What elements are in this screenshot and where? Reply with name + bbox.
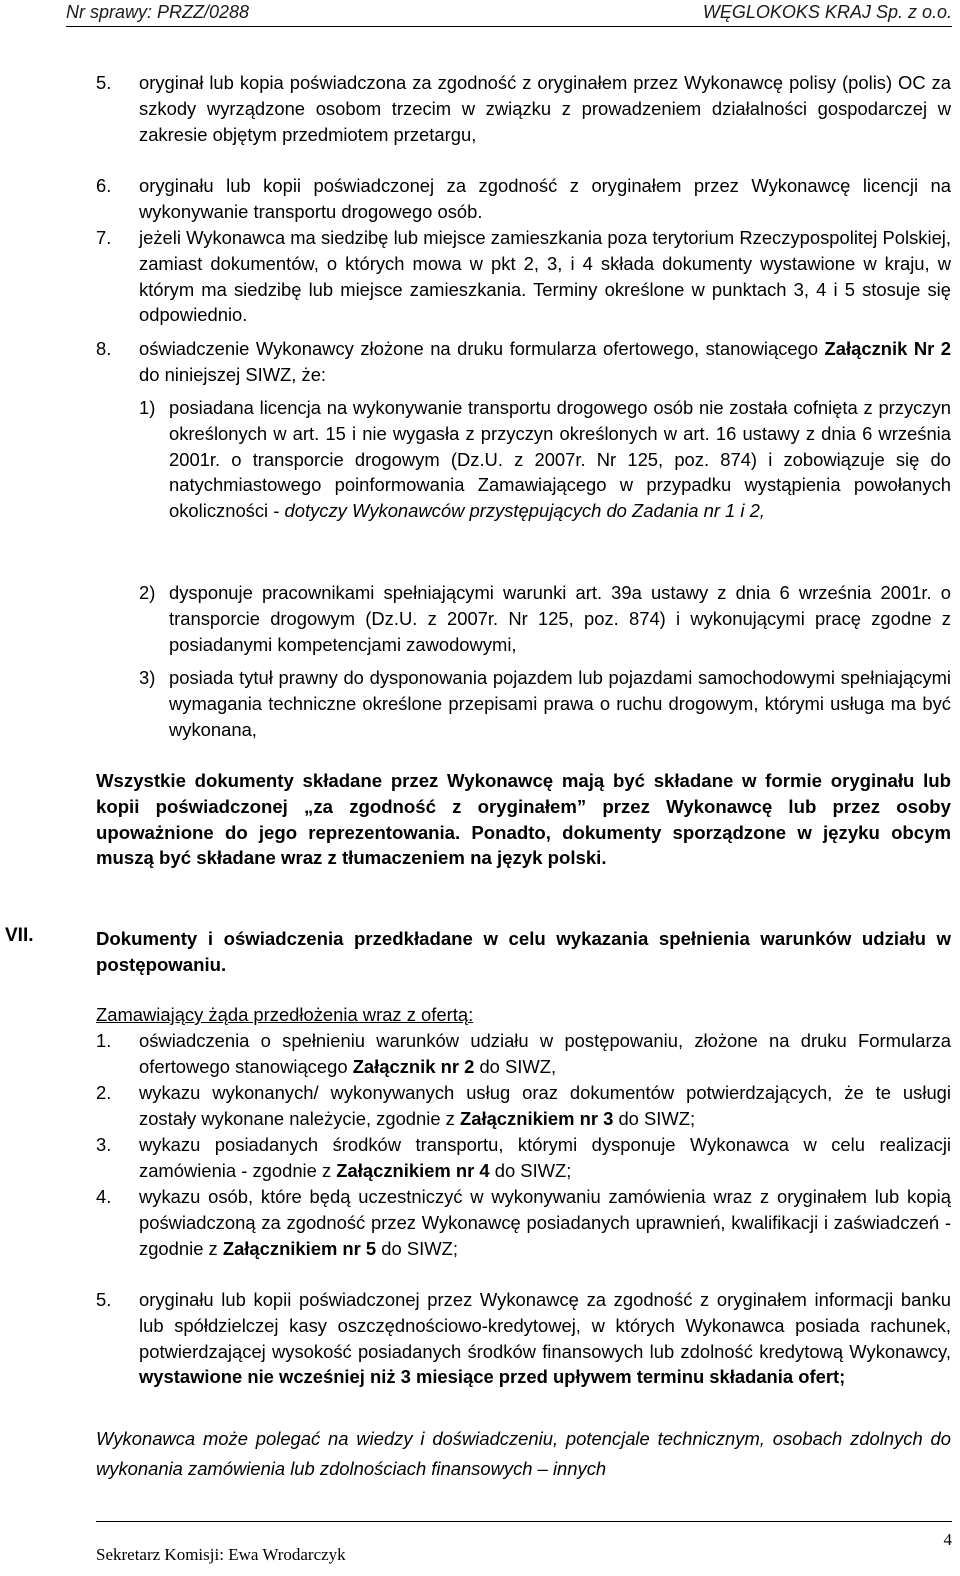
footer-rule — [96, 1521, 952, 1522]
page-number: 4 — [943, 1530, 952, 1549]
sub-item-2: 2) dysponuje pracownikami spełniającymi warunki art. 39a ustawy z dnia 6 września 2001r. o transporcie drogowym (Dz.U. z 2007r. Nr 125, poz. 874) i wykonującymi pracę zgodne z posiadanymi kompetencjami zawodowymi, — [139, 582, 951, 655]
header-rule — [66, 26, 952, 27]
bold-note: Wszystkie dokumenty składane przez Wykonawcę mają być składane w formie oryginału lub kopii poświadczonej „za zgodność z oryginałem” przez Wykonawcę lub przez osoby upoważnione do jego reprezentowania. Ponadto, dokumenty sporządzone w języku obcym muszą być składane wraz z tłumaczeniem na język polski. — [96, 770, 951, 869]
demand-item-5: 5. oryginału lub kopii poświadczonej przez Wykonawcę za zgodność z oryginałem informacji banku lub spółdzielczej kasy oszczędnościowo-kredytowej, w których Wykonawca posiada rachunek, potwierdzającej wysokość posiadanych środków finansowych lub zdolność kredytową Wykonawcy, wystawione nie wcześniej niż 3 miesiące przed upływem terminu składania ofert; — [96, 1289, 951, 1388]
demand-item-1: 1. oświadczenia o spełnieniu warunków udziału w postępowaniu, złożone na druku Formularza ofertowego stanowiącego Załącznik nr 2 do SIWZ, — [96, 1030, 951, 1077]
list-item-7: 7. jeżeli Wykonawca ma siedzibę lub miejsce zamieszkania poza terytorium Rzeczypospolitej Polskiej, zamiast dokumentów, o których mowa w pkt 2, 3, i 4 składa dokumenty wystawione w kraju, w którym ma siedzibę lub miejsce zamieszkania. Terminy określone w punktach 3, 4 i 5 stosuje się odpowiednio. — [96, 227, 951, 326]
list-item-6: 6. oryginału lub kopii poświadczonej za zgodność z oryginałem przez Wykonawcę licencji na wykonywanie transportu drogowego osób. — [96, 175, 951, 222]
sub-item-3: 3) posiada tytuł prawny do dysponowania pojazdem lub pojazdami samochodowymi spełniającymi wymagania techniczne określone przepisami prawa o ruchu drogowym, którymi usługa ma być wykonana, — [139, 667, 951, 740]
sub-item-1: 1) posiadana licencja na wykonywanie transportu drogowego osób nie została cofnięta z przyczyn określonych w art. 15 i nie wygasła z przyczyn określonych w art. 16 ustawy z dnia 6 września 2001r. o transporcie drogowym (Dz.U. z 2007r. Nr 125, poz. 874) i zobowiązuje się do natychmiastowego poinformowania Zamawiającego w przypadku wystąpienia powołanych okoliczności - dotyczy Wykonawców przystępujących do Zadania nr 1 i 2, — [139, 397, 951, 522]
list-item-5: 5. oryginał lub kopia poświadczona za zgodność z oryginałem przez Wykonawcę polisy (polis) OC za szkody wyrządzone osobom trzecim w związku z prowadzeniem działalności gospodarczej w zakresie objętym przedmiotem przetargu, — [96, 72, 951, 145]
footer-signature: Sekretarz Komisji: Ewa Wrodarczyk — [96, 1545, 346, 1564]
demand-lead: Zamawiający żąda przedłożenia wraz z ofertą: — [96, 1004, 474, 1025]
demand-item-4: 4. wykazu osób, które będą uczestniczyć w wykonywaniu zamówienia wraz z oryginałem lub kopią poświadczoną za zgodność przez Wykonawcę posiadanych uprawnień, kwalifikacji i zaświadczeń - zgodnie z Załącznikiem nr 5 do SIWZ; — [96, 1186, 951, 1259]
demand-item-3: 3. wykazu posiadanych środków transportu, którymi dysponuje Wykonawca w celu realizacji zamówienia - zgodnie z Załącznikiem nr 4 do SIWZ; — [96, 1134, 951, 1181]
header-case-number: Nr sprawy: PRZZ/0288 — [66, 2, 250, 22]
closing-paragraph: Wykonawca może polegać na wiedzy i doświadczeniu, potencjale technicznym, osobach zdolnych do wykonania zamówienia lub zdolnościach finansowych – innych — [96, 1428, 951, 1479]
list-item-8: 8. oświadczenie Wykonawcy złożone na druku formularza ofertowego, stanowiącego Załącznik Nr 2 do niniejszej SIWZ, że: — [96, 338, 951, 385]
header-company: WĘGLOKOKS KRAJ Sp. z o.o. — [702, 2, 952, 22]
section-number: VII. — [5, 925, 34, 946]
demand-item-2: 2. wykazu wykonanych/ wykonywanych usług oraz dokumentów potwierdzających, że te usługi zostały wykonane należycie, zgodnie z Załącznikiem nr 3 do SIWZ; — [96, 1082, 951, 1129]
section-title: Dokumenty i oświadczenia przedkładane w celu wykazania spełnienia warunków udziału w postępowaniu. — [96, 928, 951, 975]
